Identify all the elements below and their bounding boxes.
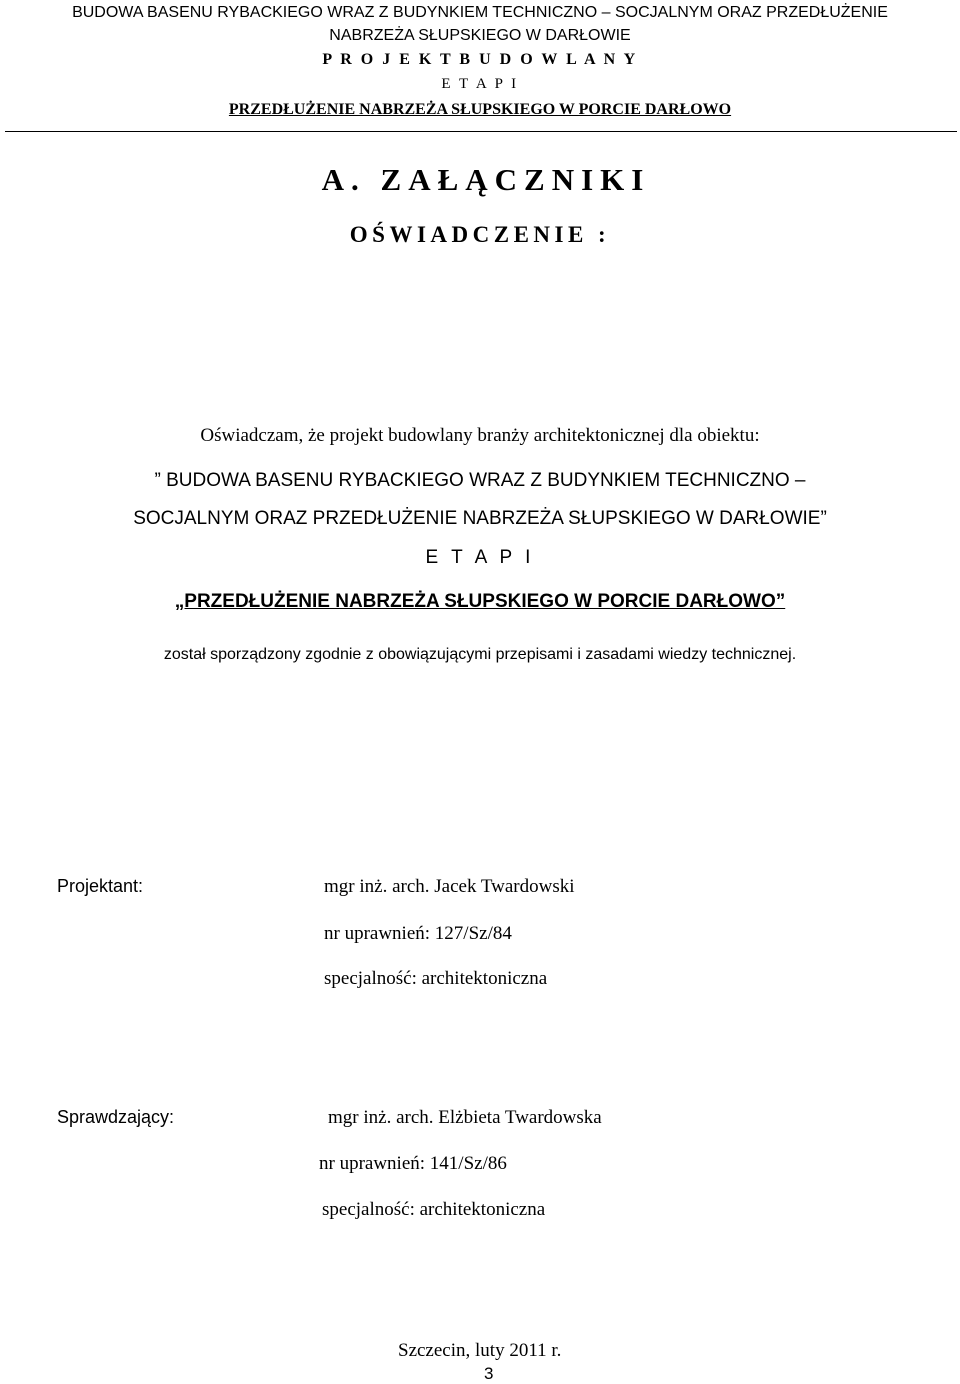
header-divider [5,131,957,132]
checker-specialty: specjalność: architektoniczna [322,1199,546,1220]
statement-heading: OŚWIADCZENIE : [349,222,611,247]
designer-label: Projektant: [57,876,144,896]
header-stage-title: PRZEDŁUŻENIE NABRZEŻA SŁUPSKIEGO W PORCIE DARŁOWO [228,101,732,118]
checker-name: mgr inż. arch. Elżbieta Twardowska [328,1107,602,1128]
designer-license: nr uprawnień: 127/Sz/84 [324,923,512,944]
project-name-line-2: SOCJALNYM ORAZ PRZEDŁUŻENIE NABRZEŻA SŁUPSKIEGO W DARŁOWIE” [133,508,827,529]
header-line-2: NABRZEŻA SŁUPSKIEGO W DARŁOWIE [329,27,631,44]
checker-label: Sprawdzający: [57,1107,175,1127]
statement-conclusion: został sporządzony zgodnie z obowiązującymi przepisami i zasadami wiedzy technicznej. [163,646,797,663]
place-date: Szczecin, luty 2011 r. [398,1340,562,1361]
header-line-1: BUDOWA BASENU RYBACKIEGO WRAZ Z BUDYNKIEM TECHNICZNO – SOCJALNYM ORAZ PRZEDŁUŻENIE [72,4,888,21]
project-stage: E T A P I [425,547,535,568]
project-name-line-1: ” BUDOWA BASENU RYBACKIEGO WRAZ Z BUDYNKIEM TECHNICZNO – [154,470,806,491]
header-stage: E T A P I [441,76,519,92]
designer-name: mgr inż. arch. Jacek Twardowski [324,876,575,897]
page-number: 3 [484,1364,494,1383]
stage-title: „PRZEDŁUŻENIE NABRZEŻA SŁUPSKIEGO W PORCIE DARŁOWO” [174,591,786,612]
header-project-type: P R O J E K T B U D O W L A N Y [322,51,638,68]
checker-license: nr uprawnień: 141/Sz/86 [319,1153,507,1174]
section-title: A. ZAŁĄCZNIKI [321,162,651,197]
statement-intro: Oświadczam, że projekt budowlany branży architektonicznej dla obiektu: [200,425,760,446]
designer-specialty: specjalność: architektoniczna [324,968,548,989]
